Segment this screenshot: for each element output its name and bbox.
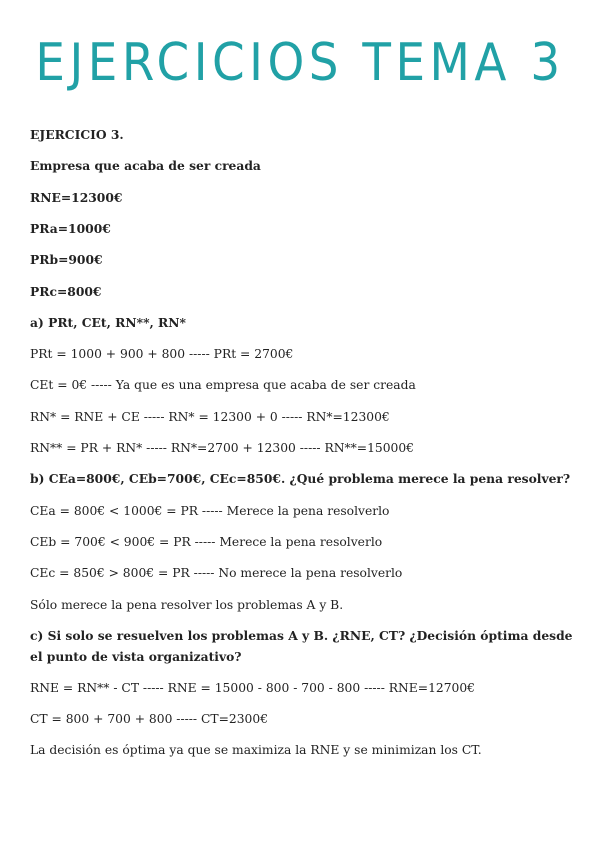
answer-a-rn-double-star: RN** = PR + RN* ----- RN*=2700 + 12300 ----- RN**=15000€ xyxy=(30,441,415,455)
given-pra: PRa=1000€ xyxy=(30,221,111,236)
question-a: a) PRt, CEt, RN**, RN* xyxy=(30,315,186,330)
given-rne: RNE=12300€ xyxy=(30,190,123,205)
answer-b-conclusion: Sólo merece la pena resolver los problemas A y B. xyxy=(30,598,344,612)
given-prc: PRc=800€ xyxy=(30,284,102,299)
given-prb: PRb=900€ xyxy=(30,252,103,267)
page-title: EJERCICIOS TEMA 3 xyxy=(35,33,565,93)
answer-a-rn-star: RN* = RNE + CE ----- RN* = 12300 + 0 ----- RN*=12300€ xyxy=(30,410,390,424)
answer-a-prt: PRt = 1000 + 900 + 800 ----- PRt = 2700€ xyxy=(30,347,294,361)
answer-b-ceb: CEb = 700€ < 900€ = PR ----- Merece la pena resolverlo xyxy=(30,535,383,549)
answer-c-rne: RNE = RN** - CT ----- RNE = 15000 - 800 - 700 - 800 ----- RNE=12700€ xyxy=(30,681,476,695)
answer-c-ct: CT = 800 + 700 + 800 ----- CT=2300€ xyxy=(30,712,269,726)
question-c: c) Si solo se resuelven los problemas A y B. ¿RNE, CT? ¿Decisión óptima desde el punto de vista organizativo? xyxy=(30,628,573,664)
company-statement: Empresa que acaba de ser creada xyxy=(30,158,261,173)
exercise-heading: EJERCICIO 3. xyxy=(30,127,124,142)
question-b: b) CEa=800€, CEb=700€, CEc=850€. ¿Qué problema merece la pena resolver? xyxy=(30,471,571,486)
answer-b-cec: CEc = 850€ > 800€ = PR ----- No merece la pena resolverlo xyxy=(30,566,403,580)
answer-c-conclusion: La decisión es óptima ya que se maximiza la RNE y se minimizan los CT. xyxy=(30,743,482,757)
answer-a-cet: CEt = 0€ ----- Ya que es una empresa que acaba de ser creada xyxy=(30,378,416,392)
answer-b-cea: CEa = 800€ < 1000€ = PR ----- Merece la pena resolverlo xyxy=(30,504,390,518)
